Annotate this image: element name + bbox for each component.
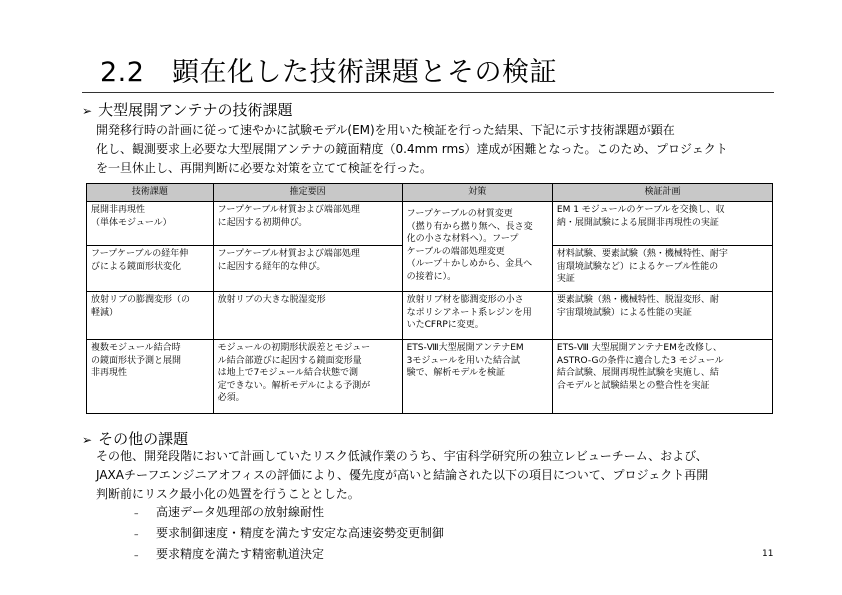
list-item [134, 523, 444, 544]
other-issues-paragraph [96, 447, 760, 504]
verification-cell [552, 292, 772, 340]
header-cause: 推定要因 [213, 184, 402, 202]
paragraph-line: 化し、観測要求上必要な大型展開アンテナの鏡面精度（0.4mm rms）達成が困難となった。このため、プロジェクト [96, 142, 728, 156]
table-row [87, 202, 773, 246]
cell-line: 軽減） [91, 307, 119, 318]
cell-line: 宇宙環境試験）による性能の実証 [556, 307, 692, 318]
dash-bullet-icon: – [134, 530, 139, 540]
paragraph-line: JAXAチーフエンジニアオフィスの評価により、優先度が高いと結論された以下の項目について、プロジェクト再開 [96, 468, 709, 482]
list-item-label: 要求制御速度・精度を満たす安定な高速姿勢変更制御 [156, 526, 445, 540]
table-header-row [87, 184, 773, 202]
cell-line: ル結合部遊びに起因する鏡面変形量 [217, 355, 362, 366]
cell-line: （ループ＋かしめから、金具へ [406, 259, 533, 269]
cell-line: いたCFRPに変更。 [406, 320, 484, 330]
cell-line: 宙環境試験など）によるケーブル性能の [556, 261, 719, 272]
cell-line: 合モデルと試験結果との整合性を実証 [556, 380, 710, 391]
dash-bullet-icon: – [134, 509, 139, 519]
cell-line: EM 1 モジュールのケーブルを交換し、収 [556, 205, 725, 215]
issue-cell [87, 246, 214, 292]
paragraph-line: その他、開発段階において計画していたリスク低減作業のうち、宇宙科学研究所の独立レビューチーム、および、 [96, 449, 708, 463]
cell-line: 展開非再現性 [91, 205, 146, 215]
dash-bullet-icon: – [134, 551, 139, 561]
paragraph-line: 判断前にリスク最小化の処置を行うこととした。 [96, 487, 360, 501]
antenna-intro-paragraph [96, 121, 760, 178]
verification-cell [552, 202, 772, 246]
cause-cell [213, 246, 402, 292]
cell-line: 要素試験（熱・機械特性、脱湿変形、耐 [556, 295, 719, 305]
cell-line: の鏡面形状予測と展開 [91, 355, 182, 366]
issue-cell [87, 292, 214, 340]
cell-line: 放射リブ材を膨潤変形の小さ [406, 295, 524, 305]
measure-cell [402, 202, 552, 292]
cell-line: は地上で7モジュール結合状態で測 [217, 368, 359, 378]
cell-line: フープケーブルの材質変更 [406, 209, 513, 219]
technical-issues-table [86, 183, 773, 414]
cause-cell [213, 202, 402, 246]
section-heading-antenna [82, 99, 292, 120]
title-divider [82, 92, 774, 93]
cell-line: びによる鏡面形状変化 [91, 261, 182, 272]
header-issue: 技術課題 [87, 184, 214, 202]
measure-cell [402, 340, 552, 414]
cell-line: ASTRO-Gの条件に適合した3 モジュール [556, 355, 724, 366]
cell-line: 結合試験、展開再現性試験を実施し、結 [556, 368, 719, 378]
list-item-label: 高速データ処理部の放射線耐性 [156, 505, 325, 519]
cell-line: に起因する経年的な伸び。 [217, 261, 326, 272]
paragraph-line: 開発移行時の計画に従って速やかに試験モデル(EM)を用いた検証を行った結果、下記に示す技術課題が顕在 [96, 123, 675, 137]
cell-line: （撚り有から撚り無へ、長さ変 [406, 221, 533, 232]
cell-line: 必須。 [217, 393, 245, 403]
header-verification: 検証計画 [552, 184, 772, 202]
cell-line: 納・展開試験による展開非再現性の実証 [556, 217, 719, 228]
cell-line: ETS-Ⅷ大型展開アンテナEM [406, 343, 524, 353]
verification-cell [552, 246, 772, 292]
other-issues-list [134, 502, 444, 565]
cell-line: ケーブルの端部処理変更 [406, 246, 505, 257]
list-item-label: 要求精度を満たす精密軌道決定 [156, 547, 325, 561]
cell-line: 3モジュールを用いた結合試 [406, 355, 520, 366]
cell-line: 験で、解析モデルを検証 [406, 368, 505, 378]
section-heading-other [82, 428, 188, 449]
issue-cell [87, 202, 214, 246]
cell-line: 材料試験、要素試験（熱・機械特性、耐宇 [556, 249, 728, 259]
section-heading-label: 大型展開アンテナの技術課題 [98, 101, 293, 119]
cell-line: の接着に）。 [406, 271, 457, 282]
section-heading-label: その他の課題 [98, 430, 189, 448]
cause-cell [213, 340, 402, 414]
page-title: 2.2 顕在化した技術課題とその検証 [100, 57, 557, 88]
list-item [134, 502, 444, 523]
cell-line: ETS-Ⅷ 大型展開アンテナEMを改修し、 [556, 343, 722, 353]
cell-line: 放射リブの膨潤変形（の [91, 295, 191, 305]
paragraph-line: を一旦休止し、再開判断に必要な対策を立てて検証を行った。 [96, 161, 433, 175]
table-row [87, 292, 773, 340]
cell-line: 放射リブの大きな脱湿変形 [217, 295, 326, 305]
cell-line: 非再現性 [91, 368, 128, 378]
header-measure: 対策 [402, 184, 552, 202]
cause-cell [213, 292, 402, 340]
cell-line: （単体モジュール） [91, 217, 172, 228]
cell-line: 定できない。解析モデルによる予測が [217, 380, 371, 391]
arrow-bullet-icon: ➢ [82, 433, 93, 447]
cell-line: 化の小さな材料へ）。フープ [406, 234, 519, 244]
table-row [87, 340, 773, 414]
cell-line: モジュールの初期形状誤差とモジュー [217, 343, 371, 353]
verification-cell [552, 340, 772, 414]
arrow-bullet-icon: ➢ [82, 104, 93, 118]
cell-line: フープケーブルの経年伸 [91, 249, 189, 259]
list-item [134, 544, 444, 565]
measure-cell [402, 292, 552, 340]
cell-line: 複数モジュール結合時 [91, 343, 181, 353]
issue-cell [87, 340, 214, 414]
cell-line: なポリシアネート系レジンを用 [406, 307, 532, 318]
page-number: 11 [762, 549, 774, 559]
cell-line: フープケーブル材質および端部処理 [217, 205, 360, 215]
cell-line: 実証 [556, 274, 575, 284]
cell-line: に起因する初期伸び。 [217, 217, 308, 228]
cell-line: フープケーブル材質および端部処理 [217, 249, 360, 259]
